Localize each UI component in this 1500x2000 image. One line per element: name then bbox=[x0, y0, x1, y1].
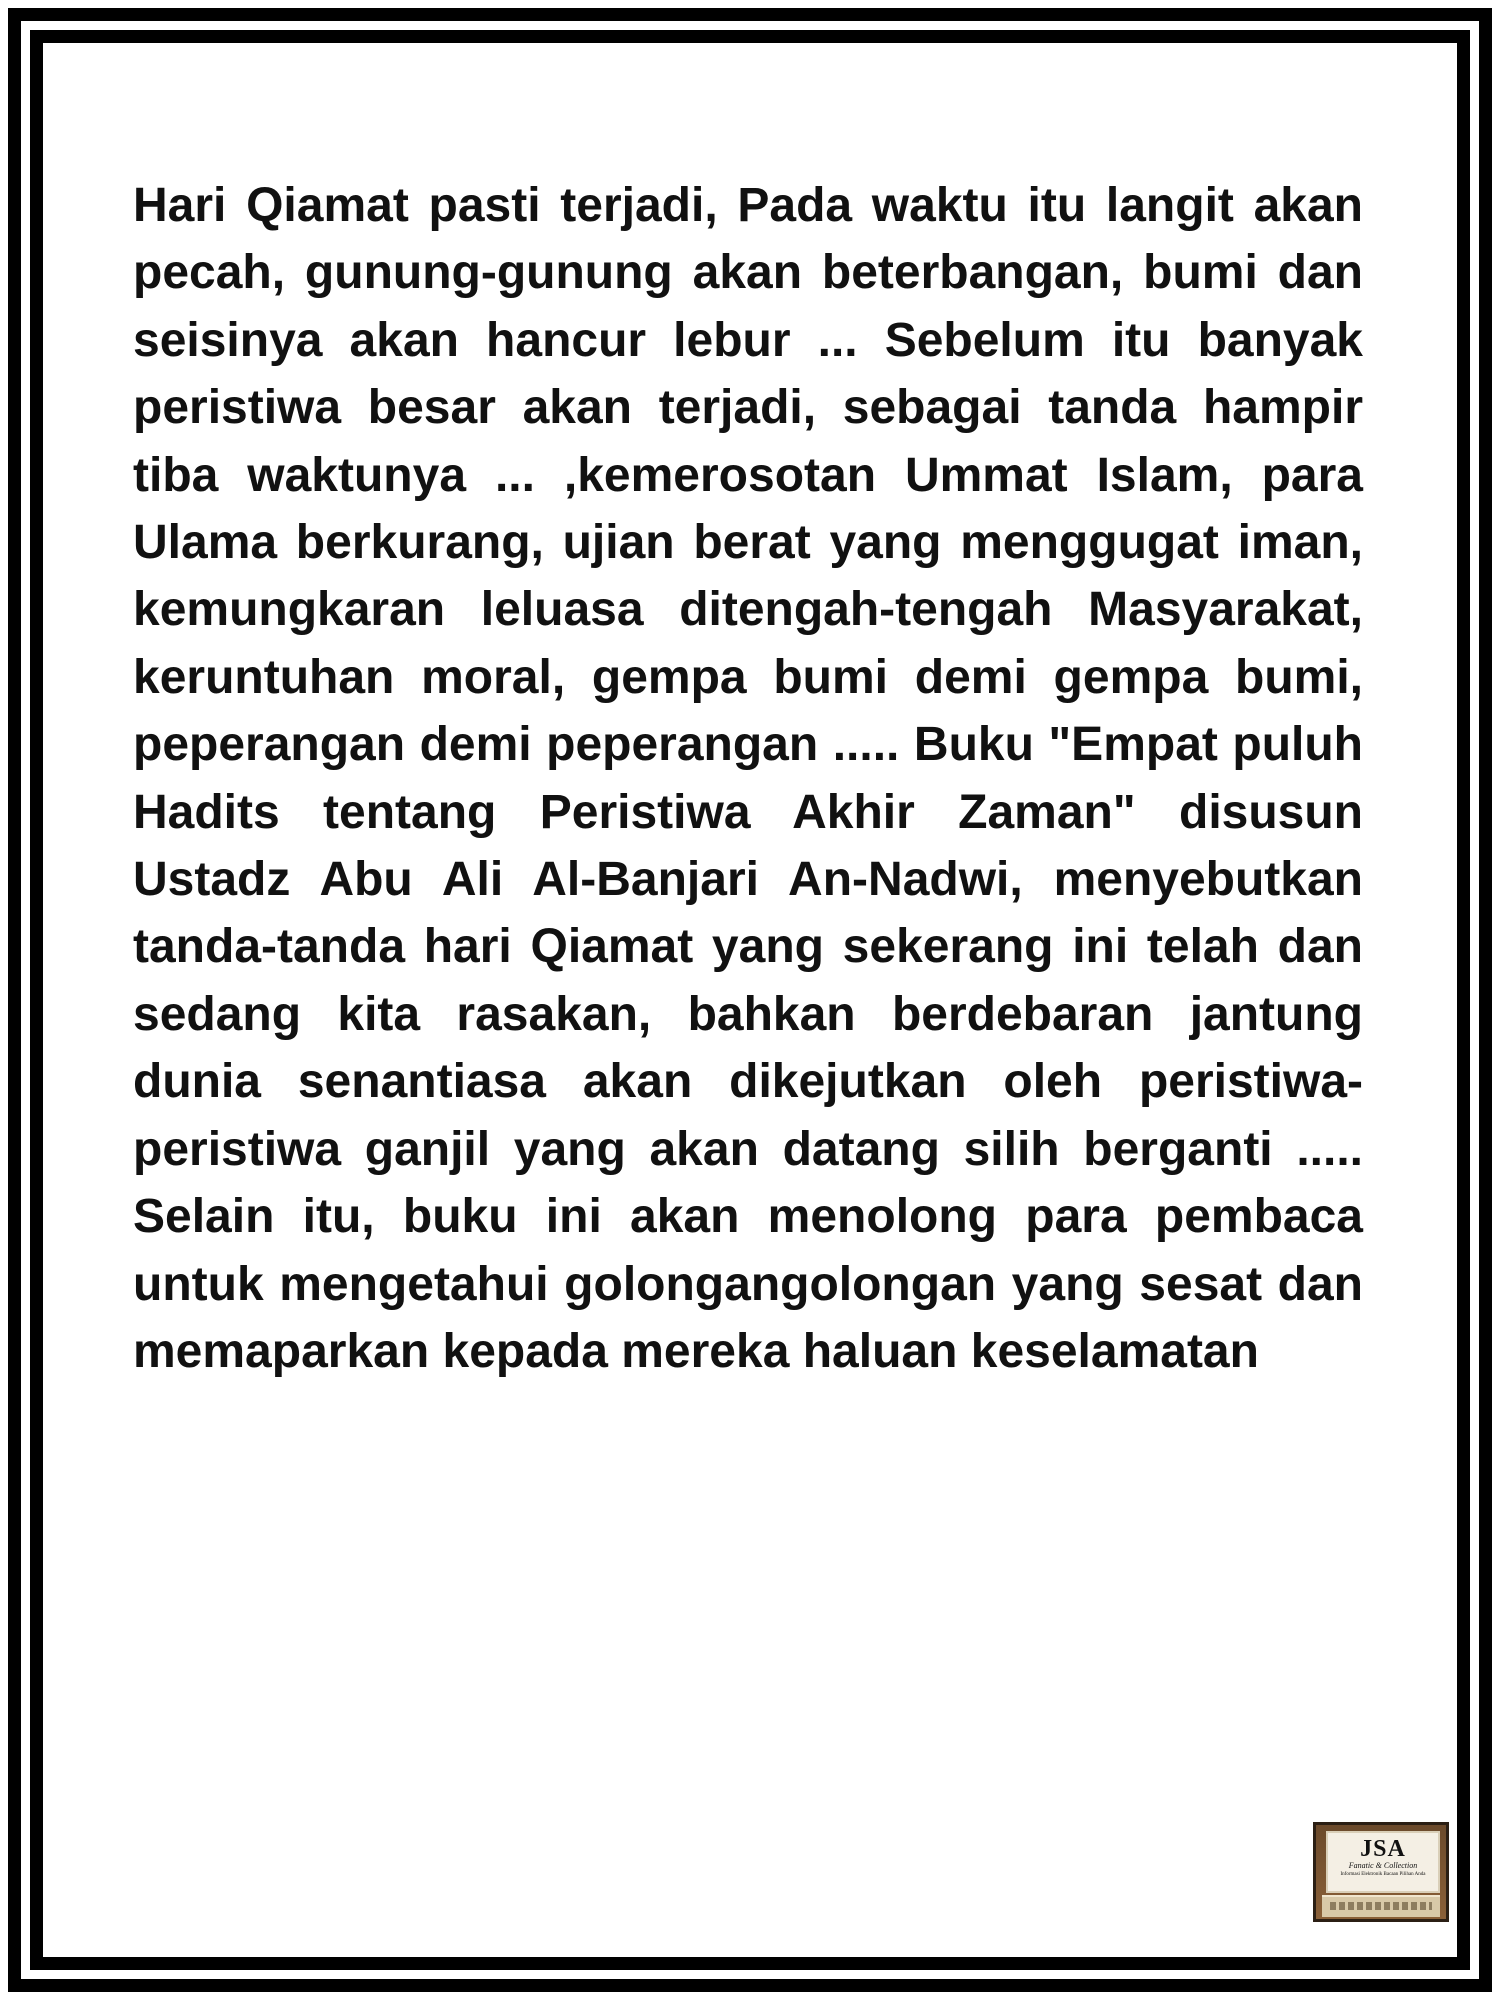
logo-title: JSA bbox=[1360, 1836, 1406, 1862]
synopsis-paragraph: Hari Qiamat pasti terjadi, Pada waktu itu langit akan pecah, gunung-gunung akan beterbangan, bumi dan seisinya akan hancur lebur ... Sebelum itu banyak peristiwa besar akan terjadi, sebagai tanda hampir tiba waktunya ... ,kemerosotan Ummat Islam, para Ulama berkurang, ujian berat yang menggugat iman, kemungkaran leluasa ditengah-tengah Masyarakat, keruntuhan moral, gempa bumi demi gempa bumi, peperangan demi peperangan ..... Buku "Empat puluh Hadits tentang Peristiwa Akhir Zaman" disusun Ustadz Abu Ali Al-Banjari An-Nadwi, menyebutkan tanda-tanda hari Qiamat yang sekerang ini telah dan sedang kita rasakan, bahkan berdebaran jantung dunia senantiasa akan dikejutkan oleh peristiwa-peristiwa ganjil yang akan datang silih berganti ..... Selain itu, buku ini akan menolong para pembaca untuk mengetahui golongangolongan yang sesat dan memaparkan kepada mereka haluan keselamatan bbox=[133, 179, 1363, 1378]
jsa-logo bbox=[1313, 1822, 1449, 1922]
logo-keyboard-icon bbox=[1322, 1895, 1440, 1917]
logo-subtitle: Fanatic & Collection bbox=[1348, 1861, 1418, 1870]
logo-monitor bbox=[1326, 1831, 1440, 1893]
logo-tagline: Informasi Elektronik Bacaan Pilihan Anda bbox=[1340, 1872, 1426, 1877]
